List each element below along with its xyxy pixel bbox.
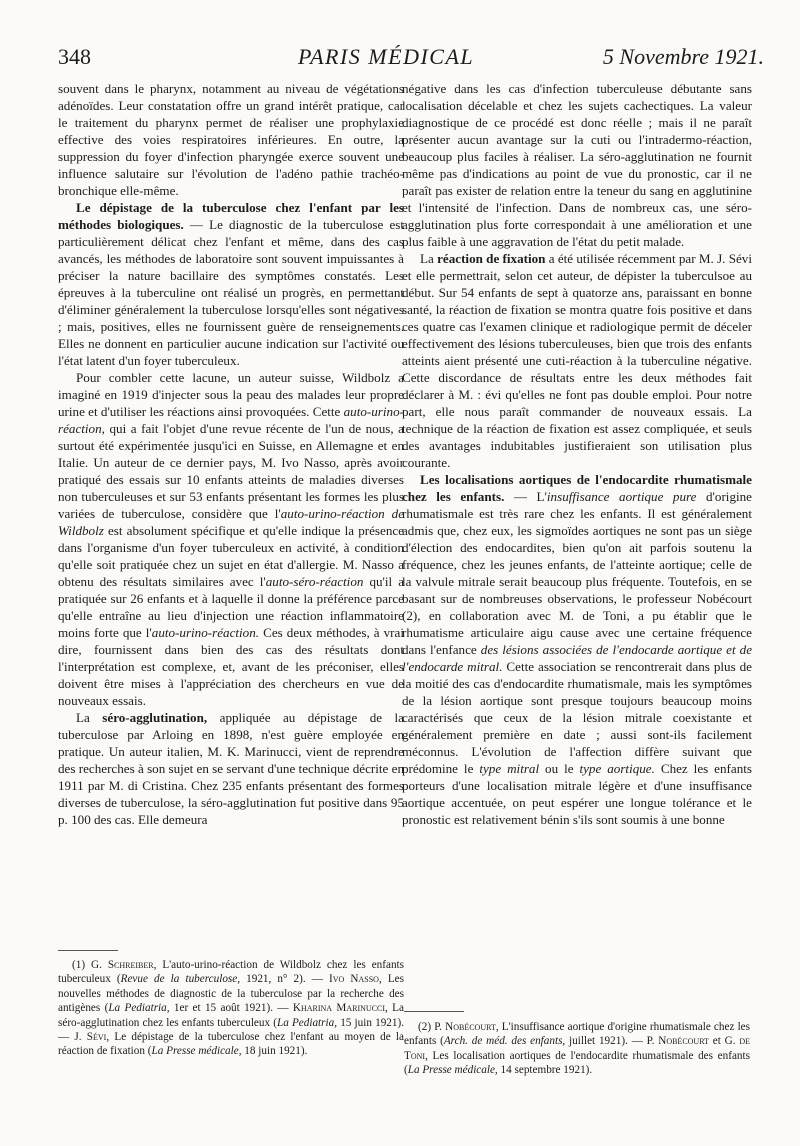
journal-name: Revue de la tuberculose, (120, 973, 241, 986)
paragraph-text: — Le diagnostic de la tuberculose est particulièrement délicat chez l'enfant et même, dans des cas avancés, les méthodes de laboratoire sont souvent impuissantes à préciser la nature bacillaire des symptômes constatés. Les épreuves à la tuberculine ont réalisé un progrès, en permettant d'éliminer généralement la tuberculose lorsqu'elles sont négatives ; mais, positives, elles ne fournissent guère de renseignements. Elles ne donnent en particulier aucune indication sur l'activité ou l'état latent d'un foyer tuberculeux. (58, 217, 404, 368)
paragraph (58, 199, 404, 369)
author-name: Ivo Nasso (329, 973, 379, 986)
paragraph-text: souvent dans le pharynx, notamment au niveau de végétations adénoïdes. Leur constatation offre un grand intérêt pratique, car le traitement du pharynx permet de réaliser une prophylaxie effective des voies respiratoires inférieures. En outre, la suppression du foyer d'infection pharyngée exerce souvent une influence salutaire sur l'évolution de l'adéno pathie trachéo-bronchique elle-même. (58, 81, 404, 198)
journal-name: Arch. de méd. des enfants, (443, 1035, 566, 1048)
footnote-text: juillet 1921). — P. (565, 1035, 659, 1048)
footnote-text: , L'auto-urino-réaction de Wildbolz chez les enfants tuberculeux ( (58, 959, 405, 986)
footnote-text: 14 septembre 1921). (497, 1064, 593, 1077)
author-name: Nobécourt (658, 1035, 709, 1048)
paragraph-text: est absolument spécifique et qu'elle indique la présence dans l'organisme d'un foyer tuberculeux en activité, à condition qu'elle soit pratiquée chez un sujet en état d'allergie. M. Nasso a obtenu des résultats similaires avec l' (58, 523, 404, 589)
footnotes-left (58, 958, 404, 1059)
italic-term: type aortique. (579, 761, 655, 776)
footnote-divider (58, 950, 118, 951)
footnote (404, 1020, 750, 1078)
journal-name: La Pediatria, (108, 1002, 170, 1015)
footnote-text: , Le dépistage de la tuberculose chez l'enfant au moyen de la réaction de fixation ( (58, 1031, 404, 1058)
paragraph-text: Ces deux méthodes, à vrai dire, fournissent dans bien des cas des résultats dont l'interprétation est complexe, et, avant de les préconiser, elles doivent être mises à l'appréciation des chercheurs en vue de nouveaux essais. (58, 625, 404, 708)
italic-term: auto-urino-réaction, (58, 404, 404, 436)
paragraph-text: d'origine rhumatismale est très rare chez les enfants. Il est généralement admis que, chez eux, les sigmoïdes aortiques ne sont pas un siège d'élection des endocardites, bien qu'on ait parfois soutenu la fréquence, chez les jeunes enfants, de l'atteinte aortique; celle de la valvule mitrale serait beaucoup plus fréquente. Toutefois, en se basant sur de nombreuses observations, le professeur Nobécourt (2), en collaboration avec M. de Toni, a pu établir que le rhumatisme articulaire aigu cause avec une certaine fréquence dans l'enfance (402, 489, 752, 657)
paragraph (402, 471, 752, 828)
paragraph-text: Pour combler cette lacune, un auteur suisse, Wildbolz a imaginé en 1919 d'injecter sous la peau des malades leur propre urine et d'utiliser les réactions ainsi provoquées. Cette (58, 370, 404, 419)
paragraph (58, 369, 404, 709)
journal-name: La Presse médicale, (151, 1045, 242, 1058)
author-name: Nobécourt (445, 1021, 496, 1033)
italic-term: auto-séro-réaction (265, 574, 364, 589)
paragraph (402, 250, 752, 471)
journal-title: PARIS MÉDICAL (298, 44, 475, 69)
paragraph-text: La (76, 710, 103, 725)
paragraph-text: Chez les enfants porteurs d'une localisation mitrale légère et d'une insuffisance aortique accentuée, on peut espérer une longue tolérance et le pronostic est relativement bénin s'ils sont soumis à une bonne (402, 761, 752, 827)
italic-term: des lésions associées de l'endocarde aortique et de l'endocarde mitral. (402, 642, 752, 674)
footnote-text: 15 juin 1921). — J. (58, 1016, 405, 1044)
author-name: Kharina Marinucci (292, 1002, 386, 1015)
bold-term: réaction de fixation (437, 251, 546, 266)
italic-term: auto-urino-réaction de Wildbolz (58, 506, 404, 538)
section-heading: Le dépistage de la tuberculose chez l'enfant par les méthodes biologiques. (58, 200, 404, 232)
right-column (402, 80, 752, 828)
italic-term: insuffisance aortique pure (546, 489, 697, 504)
bold-term: séro-agglutination, (102, 710, 208, 725)
footnote-text: (2) P. (418, 1021, 446, 1033)
footnote-text: , La séro-agglutination chez les enfants tuberculeux ( (58, 1002, 404, 1029)
footnotes-right (404, 1020, 750, 1078)
footnote-divider (404, 1011, 464, 1012)
italic-term: type mitral (479, 761, 540, 776)
paragraph-text: a été utilisée récemment par M. J. Sévi et elle permettrait, selon cet auteur, de dépister la tuberculsoe au début. Sur 54 enfants de sept à quatorze ans, paraissant en bonne santé, la réaction de fixation se montra quatre fois positive et dans ces quatre cas l'examen clinique et radiologique permit de déceler effectivement des lésions tuberculeuses, bien que trois des enfants atteints aient présenté une cuti-réaction à la tuberculine négative. Cette discordance de résultats entre les deux méthodes fait déclarer à M. : évi qu'elles ne font pas double emploi. Pour notre part, elle nous paraît commander de nouveaux essais. La technique de la réaction de fixation est assez compliquée, et seuls des avantages indubitables justifieraient son utilisation plus courante. (402, 251, 752, 470)
footnote-text: , Les localisation aortiques de l'endocardite rhumatismale des enfants ( (404, 1049, 750, 1077)
author-name: Sévi (86, 1031, 107, 1044)
footnote-text: 1921, n° 2). — (240, 973, 330, 986)
section-heading: Les localisations aortiques de l'endocardite rhumatismale chez les enfants. (402, 472, 752, 504)
footnote (58, 958, 404, 1059)
paragraph-text: La (420, 251, 438, 266)
footnote-text: 18 juin 1921). (241, 1045, 308, 1058)
footnote-text: , L'insuffisance aortique d'origine rhumatismale chez les enfants ( (404, 1021, 750, 1048)
paragraph-text: qu'il a pratiquée sur 26 enfants et à laquelle il donne la préférence parce qu'elle entraîne au lieu d'injection une réaction inflammatoire moins forte que l' (58, 574, 405, 640)
paragraph-text: — L' (504, 489, 547, 504)
paragraph (58, 80, 404, 199)
paragraph-text: qui a fait l'objet d'une revue récente de l'un de nous, a surtout été expérimentée jusqu'ici en Suisse, en Allemagne et en Italie. Un auteur de ce dernier pays, M. Ivo Nasso, après avoir pratiqué des essais sur 10 enfants atteints de maladies diverses non tuberculeuses et sur 53 enfants présentant les formes les plus variées de tuberculose, considère que l' (58, 421, 404, 521)
journal-name: La Presse médicale, (407, 1064, 498, 1077)
italic-term: auto-urino-réaction. (151, 625, 260, 640)
paragraph-text: ou le (539, 761, 580, 776)
paragraph-text: appliquée au dépistage de la tuberculose par Arloing en 1898, n'est guère employée en pratique. Un auteur italien, M. K. Marinucci, vient de reprendre des recherches à son sujet en se servant d'une technique décrite en 1911 par M. di Cristina. Chez 235 enfants présentant des formes diverses de tuberculose, la séro-agglutination fut positive dans 95 p. 100 des cas. Elle demeura (58, 710, 404, 827)
left-column (58, 80, 404, 828)
journal-name: La Pediatria, (276, 1016, 338, 1029)
paragraph-text: Cette association se rencontrerait dans plus de la moitié des cas d'endocardite rhumatismale, mais les symptômes de la lésion aortique sont presque toujours beaucoup moins caractérisés que ceux de la lésion mitrale coexistante et généralement première en date ; aussi sont-ils facilement méconnus. L'évolution de l'affection diffère suivant que prédomine le (402, 659, 752, 776)
running-header (58, 44, 764, 78)
author-name: Schreiber (107, 959, 154, 971)
author-name: de Toni (404, 1035, 750, 1062)
footnote-text: 1er et 15 août 1921). — (169, 1002, 293, 1015)
issue-date: 5 Novembre 1921. (602, 44, 764, 69)
paragraph-text: négative dans les cas d'infection tuberculeuse débutante sans localisation décelable et chez les sujets cachectiques. La valeur diagnostique de ce procédé est donc réelle ; mais il ne paraît présenter aucun avantage sur la cuti ou l'intradermo-réaction, beaucoup plus faciles à réaliser. La séro-agglutination ne fournit même pas d'indications au point de vue du pronostic, car il ne paraît pas exister de relation entre la teneur du sang en agglutinine et l'intensité de l'infection. Dans de nombreux cas, une séro-agglutination plus forte correspondait à une amélioration et une plus faible à une aggravation de l'état du petit malade. (402, 81, 752, 249)
paragraph (58, 709, 404, 828)
footnote-text: (1) G. (72, 959, 108, 971)
footnote-text: et G. (708, 1035, 740, 1048)
footnote-text: , Les nouvelles méthodes de diagnostic de la tuberculose par la recherche des antigènes ( (58, 973, 404, 1015)
paragraph (402, 80, 752, 250)
page-number: 348 (58, 44, 91, 69)
